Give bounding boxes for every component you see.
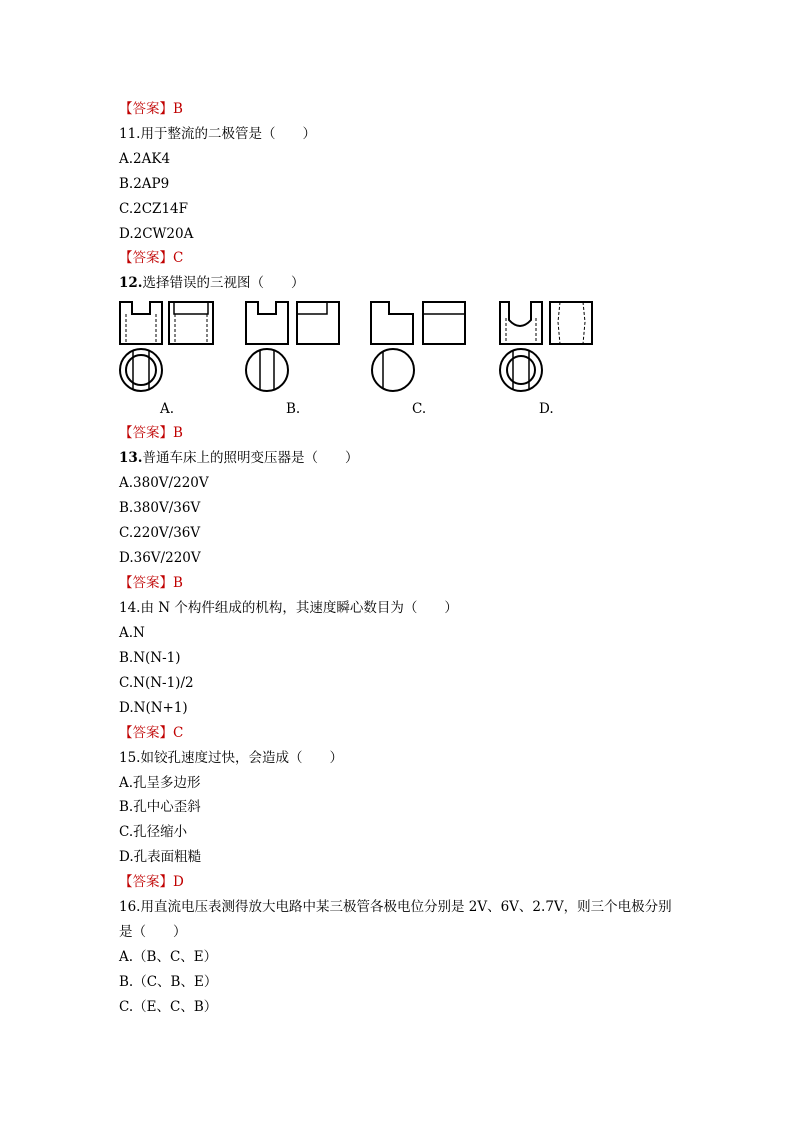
option-d-views [500, 302, 592, 391]
answer-q14: 【答案】C [119, 725, 184, 741]
q15-option-d: D.孔表面粗糙 [119, 849, 202, 865]
figure-label-b: B. [286, 401, 301, 417]
b-side-notch [297, 302, 327, 314]
q14-option-a: A.N [119, 625, 145, 641]
option-a-views [120, 302, 213, 391]
q15-option-a: A.孔呈多边形 [119, 775, 201, 791]
a-side-view [169, 302, 213, 344]
question-16-stem-line2: 是（ ） [119, 924, 187, 940]
q16-option-c: C.（E、C、B） [119, 999, 218, 1015]
option-b-views [246, 302, 339, 391]
q13-option-d: D.36V/220V [119, 550, 201, 566]
q15-option-b: B.孔中心歪斜 [119, 799, 201, 815]
d-top-inner-circle [507, 356, 535, 384]
c-side-view [423, 302, 465, 344]
figure-label-a: A. [160, 401, 175, 417]
q11-option-d: D.2CW20A [119, 226, 194, 242]
answer-q10: 【答案】B [119, 101, 183, 117]
q16-option-b: B.（C、B、E） [119, 974, 218, 990]
a-front-hidden [126, 314, 156, 344]
q13-option-b: B.380V/36V [119, 500, 201, 516]
q11-option-b: B.2AP9 [119, 176, 170, 192]
d-side-hidden [558, 302, 585, 344]
q16-option-a: A.（B、C、E） [119, 949, 218, 965]
question-11-stem: 11.用于整流的二极管是（ ） [119, 126, 316, 142]
q14-option-d: D.N(N+1) [119, 700, 188, 716]
q15-option-c: C.孔径缩小 [119, 824, 188, 840]
answer-q13: 【答案】B [119, 575, 183, 591]
question-13-stem [119, 449, 359, 467]
b-top-circle [246, 349, 288, 391]
q13-option-c: C.220V/36V [119, 525, 201, 541]
question-12-stem [119, 274, 305, 292]
q13-option-a: A.380V/220V [119, 475, 209, 491]
a-side-notch [174, 302, 208, 314]
figure-label-c: C. [412, 401, 427, 417]
a-top-inner-circle [126, 355, 156, 385]
b-front-view [246, 302, 288, 344]
a-side-hidden [175, 314, 207, 344]
question-13-number: 13. [119, 450, 143, 466]
question-16-stem-line1: 16.用直流电压表测得放大电路中某三极管各极电位分别是 2V、6V、2.7V，则三个电极分别 [119, 899, 672, 915]
figure-label-d: D. [539, 401, 554, 417]
question-14-stem: 14.由 N 个构件组成的机构，其速度瞬心数目为（ ） [119, 600, 458, 616]
question-13-text: 普通车床上的照明变压器是（ ） [142, 450, 359, 466]
b-side-view [297, 302, 339, 344]
three-view-figure [118, 298, 608, 398]
b-top-lines [260, 350, 274, 390]
answer-q12: 【答案】B [119, 425, 183, 441]
answer-q15: 【答案】D [119, 874, 184, 890]
question-12-number: 12. [119, 275, 143, 291]
c-top-circle [372, 349, 414, 391]
q11-option-a: A.2AK4 [119, 151, 171, 167]
d-side-view [550, 302, 592, 344]
q11-option-c: C.2CZ14F [119, 201, 188, 217]
answer-q11: 【答案】C [119, 250, 184, 266]
question-15-stem: 15.如铰孔速度过快，会造成（ ） [119, 750, 343, 766]
q14-option-c: C.N(N-1)/2 [119, 675, 194, 691]
option-c-views [371, 302, 465, 391]
q14-option-b: B.N(N-1) [119, 650, 181, 666]
c-front-view [371, 302, 413, 344]
question-12-text: 选择错误的三视图（ ） [142, 275, 305, 291]
a-front-view [120, 302, 162, 344]
